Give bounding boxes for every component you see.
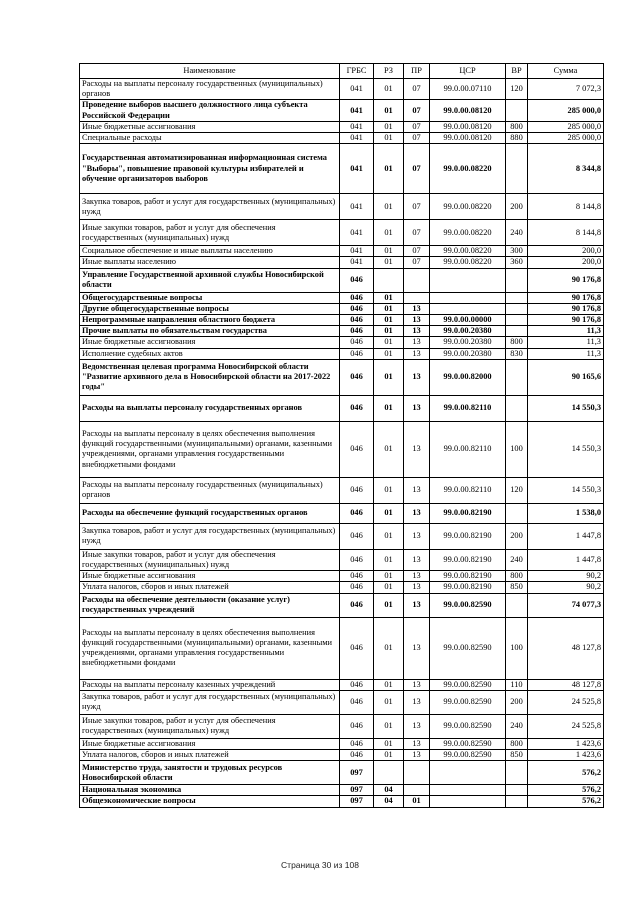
cell-vr (506, 292, 528, 303)
cell-name: Социальное обеспечение и иные выплаты населению (80, 246, 340, 257)
cell-csr: 99.0.00.08220 (430, 194, 506, 220)
table-row (80, 582, 604, 593)
cell-vr: 830 (506, 348, 528, 359)
cell-vr: 850 (506, 582, 528, 593)
cell-pr: 07 (404, 133, 430, 144)
table-row (80, 549, 604, 570)
cell-vr (506, 785, 528, 796)
cell-grbs: 041 (340, 144, 374, 194)
cell-sum: 11,3 (528, 326, 604, 337)
cell-name: Расходы на выплаты персоналу государственных (муниципальных) органов (80, 79, 340, 100)
cell-csr: 99.0.00.20380 (430, 326, 506, 337)
header-sum: Сумма (528, 64, 604, 79)
cell-grbs: 041 (340, 194, 374, 220)
cell-grbs: 046 (340, 738, 374, 749)
cell-rz: 04 (374, 785, 404, 796)
cell-sum: 24 525,8 (528, 714, 604, 738)
cell-vr: 120 (506, 79, 528, 100)
cell-rz: 01 (374, 326, 404, 337)
cell-csr (430, 303, 506, 314)
cell-vr: 200 (506, 194, 528, 220)
cell-grbs: 046 (340, 268, 374, 292)
cell-name: Расходы на выплаты персоналу в целях обеспечения выполнения функций государственными (муниципальными) органами, казенными учреждениями, органами управления государственными внебюджетными фондами (80, 421, 340, 477)
cell-sum: 90 176,8 (528, 303, 604, 314)
cell-rz: 01 (374, 690, 404, 714)
table-row (80, 359, 604, 395)
cell-rz: 01 (374, 582, 404, 593)
cell-vr: 800 (506, 121, 528, 132)
cell-vr: 200 (506, 523, 528, 549)
cell-rz: 01 (374, 315, 404, 326)
cell-sum: 285 000,0 (528, 133, 604, 144)
cell-csr (430, 761, 506, 785)
cell-name: Иные выплаты населению (80, 257, 340, 268)
cell-csr: 99.0.00.00000 (430, 315, 506, 326)
cell-vr: 110 (506, 679, 528, 690)
cell-grbs: 046 (340, 617, 374, 679)
cell-name: Общеэкономические вопросы (80, 796, 340, 807)
cell-csr (430, 292, 506, 303)
cell-name: Иные бюджетные ассигнования (80, 337, 340, 348)
cell-pr: 13 (404, 503, 430, 523)
budget-table (79, 63, 604, 808)
cell-rz: 01 (374, 133, 404, 144)
cell-grbs: 046 (340, 750, 374, 761)
cell-rz: 01 (374, 303, 404, 314)
table-row (80, 750, 604, 761)
cell-pr: 13 (404, 738, 430, 749)
cell-sum: 7 072,3 (528, 79, 604, 100)
table-row (80, 220, 604, 246)
cell-pr: 07 (404, 257, 430, 268)
cell-csr: 99.0.00.08120 (430, 121, 506, 132)
cell-pr: 07 (404, 121, 430, 132)
table-row (80, 194, 604, 220)
cell-pr: 13 (404, 477, 430, 503)
cell-vr: 100 (506, 421, 528, 477)
cell-csr: 99.0.00.82190 (430, 549, 506, 570)
cell-pr: 13 (404, 395, 430, 421)
cell-csr: 99.0.00.07110 (430, 79, 506, 100)
cell-csr: 99.0.00.82190 (430, 503, 506, 523)
cell-grbs: 046 (340, 503, 374, 523)
cell-grbs: 046 (340, 326, 374, 337)
cell-rz: 01 (374, 617, 404, 679)
cell-grbs: 046 (340, 395, 374, 421)
cell-csr: 99.0.00.82190 (430, 523, 506, 549)
cell-grbs: 097 (340, 785, 374, 796)
table-row (80, 144, 604, 194)
cell-csr: 99.0.00.08120 (430, 100, 506, 121)
cell-sum: 576,2 (528, 785, 604, 796)
cell-grbs: 046 (340, 421, 374, 477)
cell-name: Расходы на выплаты персоналу в целях обеспечения выполнения функций государственными (муниципальными) органами, казенными учреждениями, органами управления государственными внебюджетными фондами (80, 617, 340, 679)
table-row (80, 738, 604, 749)
cell-grbs: 046 (340, 303, 374, 314)
cell-sum: 90,2 (528, 571, 604, 582)
cell-csr: 99.0.00.82590 (430, 593, 506, 617)
cell-vr: 800 (506, 571, 528, 582)
table-row (80, 523, 604, 549)
table-row (80, 121, 604, 132)
cell-vr: 200 (506, 690, 528, 714)
cell-name: Расходы на выплаты персоналу казенных учреждений (80, 679, 340, 690)
cell-sum: 90,2 (528, 582, 604, 593)
cell-name: Закупка товаров, работ и услуг для государственных (муниципальных) нужд (80, 194, 340, 220)
cell-rz: 01 (374, 593, 404, 617)
cell-rz (374, 761, 404, 785)
cell-rz (374, 268, 404, 292)
cell-grbs: 046 (340, 679, 374, 690)
cell-pr: 13 (404, 714, 430, 738)
cell-pr (404, 292, 430, 303)
cell-vr: 880 (506, 133, 528, 144)
cell-name: Проведение выборов высшего должностного лица субъекта Российской Федерации (80, 100, 340, 121)
cell-sum: 576,2 (528, 796, 604, 807)
cell-grbs: 046 (340, 337, 374, 348)
cell-name: Иные бюджетные ассигнования (80, 121, 340, 132)
cell-sum: 90 176,8 (528, 292, 604, 303)
cell-vr: 360 (506, 257, 528, 268)
cell-csr: 99.0.00.08220 (430, 246, 506, 257)
table-row (80, 100, 604, 121)
cell-grbs: 046 (340, 571, 374, 582)
cell-csr: 99.0.00.82590 (430, 738, 506, 749)
cell-grbs: 046 (340, 348, 374, 359)
cell-vr: 240 (506, 220, 528, 246)
cell-pr: 07 (404, 194, 430, 220)
cell-rz: 01 (374, 523, 404, 549)
cell-pr: 13 (404, 303, 430, 314)
table-header-row (80, 64, 604, 79)
cell-grbs: 046 (340, 714, 374, 738)
cell-name: Закупка товаров, работ и услуг для государственных (муниципальных) нужд (80, 523, 340, 549)
cell-csr: 99.0.00.08120 (430, 133, 506, 144)
cell-name: Иные бюджетные ассигнования (80, 738, 340, 749)
cell-grbs: 046 (340, 359, 374, 395)
cell-sum: 1 423,6 (528, 750, 604, 761)
cell-name: Расходы на выплаты персоналу государственных органов (80, 395, 340, 421)
cell-pr: 13 (404, 421, 430, 477)
cell-sum: 8 144,8 (528, 220, 604, 246)
cell-csr: 99.0.00.82590 (430, 679, 506, 690)
cell-csr: 99.0.00.82590 (430, 690, 506, 714)
cell-name: Расходы на обеспечение функций государственных органов (80, 503, 340, 523)
cell-csr: 99.0.00.82590 (430, 750, 506, 761)
cell-sum: 48 127,8 (528, 617, 604, 679)
cell-pr: 13 (404, 679, 430, 690)
cell-name: Специальные расходы (80, 133, 340, 144)
cell-name: Иные бюджетные ассигнования (80, 571, 340, 582)
cell-grbs: 046 (340, 690, 374, 714)
cell-sum: 1 447,8 (528, 523, 604, 549)
cell-rz: 01 (374, 144, 404, 194)
cell-sum: 8 144,8 (528, 194, 604, 220)
table-row (80, 337, 604, 348)
cell-pr: 13 (404, 315, 430, 326)
header-vr: ВР (506, 64, 528, 79)
cell-csr: 99.0.00.82110 (430, 395, 506, 421)
cell-pr: 13 (404, 593, 430, 617)
cell-rz: 01 (374, 337, 404, 348)
cell-rz: 04 (374, 796, 404, 807)
cell-rz: 01 (374, 679, 404, 690)
cell-csr (430, 785, 506, 796)
cell-name: Расходы на обеспечение деятельности (оказание услуг) государственных учреждений (80, 593, 340, 617)
cell-name: Непрограммные направления областного бюджета (80, 315, 340, 326)
cell-csr: 99.0.00.82110 (430, 421, 506, 477)
cell-name: Общегосударственные вопросы (80, 292, 340, 303)
cell-vr (506, 100, 528, 121)
cell-pr: 13 (404, 337, 430, 348)
table-row (80, 79, 604, 100)
cell-pr (404, 785, 430, 796)
cell-pr: 07 (404, 220, 430, 246)
table-row (80, 785, 604, 796)
table-row (80, 503, 604, 523)
cell-sum: 90 176,8 (528, 268, 604, 292)
cell-csr: 99.0.00.82000 (430, 359, 506, 395)
cell-vr (506, 503, 528, 523)
table-row (80, 246, 604, 257)
cell-csr: 99.0.00.82590 (430, 714, 506, 738)
cell-grbs: 046 (340, 315, 374, 326)
cell-name: Другие общегосударственные вопросы (80, 303, 340, 314)
cell-rz: 01 (374, 421, 404, 477)
cell-name: Закупка товаров, работ и услуг для государственных (муниципальных) нужд (80, 690, 340, 714)
cell-vr (506, 761, 528, 785)
cell-grbs: 097 (340, 761, 374, 785)
cell-csr: 99.0.00.82110 (430, 477, 506, 503)
cell-name: Прочие выплаты по обязательствам государства (80, 326, 340, 337)
cell-rz: 01 (374, 714, 404, 738)
table-row (80, 292, 604, 303)
cell-rz: 01 (374, 348, 404, 359)
cell-grbs: 046 (340, 549, 374, 570)
cell-name: Национальная экономика (80, 785, 340, 796)
table-row (80, 303, 604, 314)
cell-rz: 01 (374, 395, 404, 421)
cell-rz: 01 (374, 121, 404, 132)
cell-sum: 11,3 (528, 348, 604, 359)
cell-grbs: 041 (340, 257, 374, 268)
cell-vr (506, 303, 528, 314)
cell-pr: 07 (404, 246, 430, 257)
cell-sum: 285 000,0 (528, 121, 604, 132)
cell-pr: 07 (404, 79, 430, 100)
cell-pr: 07 (404, 144, 430, 194)
table-row (80, 421, 604, 477)
cell-vr: 240 (506, 549, 528, 570)
table-row (80, 268, 604, 292)
cell-sum: 11,3 (528, 337, 604, 348)
cell-vr (506, 315, 528, 326)
cell-vr (506, 268, 528, 292)
cell-name: Уплата налогов, сборов и иных платежей (80, 750, 340, 761)
cell-sum: 1 423,6 (528, 738, 604, 749)
cell-vr (506, 796, 528, 807)
cell-vr (506, 144, 528, 194)
cell-name: Иные закупки товаров, работ и услуг для обеспечения государственных (муниципальных) нужд (80, 549, 340, 570)
cell-rz: 01 (374, 359, 404, 395)
cell-grbs: 046 (340, 582, 374, 593)
cell-name: Уплата налогов, сборов и иных платежей (80, 582, 340, 593)
table-row (80, 133, 604, 144)
cell-name: Министерство труда, занятости и трудовых ресурсов Новосибирской области (80, 761, 340, 785)
cell-pr: 13 (404, 326, 430, 337)
table-row (80, 679, 604, 690)
cell-vr (506, 359, 528, 395)
page-number: Страница 30 из 108 (281, 860, 359, 870)
table-body (80, 79, 604, 808)
cell-rz: 01 (374, 738, 404, 749)
header-rz: РЗ (374, 64, 404, 79)
header-name: Наименование (80, 64, 340, 79)
cell-csr: 99.0.00.82190 (430, 571, 506, 582)
table-row (80, 395, 604, 421)
cell-pr: 13 (404, 348, 430, 359)
cell-csr: 99.0.00.20380 (430, 348, 506, 359)
cell-rz: 01 (374, 571, 404, 582)
cell-sum: 74 077,3 (528, 593, 604, 617)
table-row (80, 571, 604, 582)
cell-sum: 24 525,8 (528, 690, 604, 714)
cell-vr: 850 (506, 750, 528, 761)
cell-pr: 13 (404, 571, 430, 582)
table-row (80, 348, 604, 359)
cell-rz: 01 (374, 292, 404, 303)
cell-pr: 13 (404, 359, 430, 395)
table-row (80, 690, 604, 714)
cell-name: Расходы на выплаты персоналу государственных (муниципальных) органов (80, 477, 340, 503)
cell-sum: 200,0 (528, 257, 604, 268)
cell-vr (506, 593, 528, 617)
cell-rz: 01 (374, 194, 404, 220)
cell-sum: 14 550,3 (528, 421, 604, 477)
cell-pr (404, 268, 430, 292)
cell-rz: 01 (374, 503, 404, 523)
cell-csr: 99.0.00.08220 (430, 220, 506, 246)
cell-pr: 01 (404, 796, 430, 807)
cell-name: Государственная автоматизированная информационная система "Выборы", повышение правовой культуры избирателей и обучение организаторов выборов (80, 144, 340, 194)
cell-rz: 01 (374, 549, 404, 570)
cell-name: Управление Государственной архивной службы Новосибирской области (80, 268, 340, 292)
cell-vr: 800 (506, 738, 528, 749)
cell-csr: 99.0.00.82190 (430, 582, 506, 593)
cell-pr: 13 (404, 549, 430, 570)
cell-vr (506, 326, 528, 337)
cell-pr: 13 (404, 750, 430, 761)
cell-pr: 13 (404, 690, 430, 714)
cell-rz: 01 (374, 750, 404, 761)
cell-sum: 1 447,8 (528, 549, 604, 570)
cell-grbs: 041 (340, 100, 374, 121)
table-row (80, 315, 604, 326)
cell-grbs: 041 (340, 79, 374, 100)
cell-sum: 90 176,8 (528, 315, 604, 326)
cell-vr: 120 (506, 477, 528, 503)
cell-vr: 800 (506, 337, 528, 348)
cell-name: Иные закупки товаров, работ и услуг для обеспечения государственных (муниципальных) нужд (80, 714, 340, 738)
cell-vr (506, 395, 528, 421)
cell-rz: 01 (374, 477, 404, 503)
cell-sum: 1 538,0 (528, 503, 604, 523)
cell-grbs: 046 (340, 593, 374, 617)
table-row (80, 761, 604, 785)
cell-pr: 07 (404, 100, 430, 121)
cell-grbs: 046 (340, 477, 374, 503)
cell-rz: 01 (374, 246, 404, 257)
cell-grbs: 046 (340, 292, 374, 303)
cell-sum: 8 344,8 (528, 144, 604, 194)
header-pr: ПР (404, 64, 430, 79)
table-row (80, 617, 604, 679)
cell-pr: 13 (404, 617, 430, 679)
cell-sum: 200,0 (528, 246, 604, 257)
cell-name: Исполнение судебных актов (80, 348, 340, 359)
header-grbs: ГРБС (340, 64, 374, 79)
cell-sum: 576,2 (528, 761, 604, 785)
cell-csr: 99.0.00.82590 (430, 617, 506, 679)
cell-rz: 01 (374, 100, 404, 121)
cell-csr (430, 796, 506, 807)
cell-vr: 300 (506, 246, 528, 257)
cell-pr: 13 (404, 523, 430, 549)
cell-csr: 99.0.00.20380 (430, 337, 506, 348)
cell-csr: 99.0.00.08220 (430, 144, 506, 194)
cell-grbs: 041 (340, 133, 374, 144)
cell-rz: 01 (374, 257, 404, 268)
cell-name: Ведомственная целевая программа Новосибирской области "Развитие архивного дела в Новосибирской области на 2017-2022 годы" (80, 359, 340, 395)
cell-sum: 285 000,0 (528, 100, 604, 121)
cell-pr: 13 (404, 582, 430, 593)
cell-grbs: 041 (340, 121, 374, 132)
table-row (80, 796, 604, 807)
cell-grbs: 046 (340, 523, 374, 549)
table-row (80, 714, 604, 738)
table-row (80, 257, 604, 268)
table-row (80, 477, 604, 503)
cell-pr (404, 761, 430, 785)
table-row (80, 326, 604, 337)
cell-grbs: 041 (340, 246, 374, 257)
cell-grbs: 041 (340, 220, 374, 246)
cell-rz: 01 (374, 220, 404, 246)
header-csr: ЦСР (430, 64, 506, 79)
cell-csr (430, 268, 506, 292)
cell-rz: 01 (374, 79, 404, 100)
cell-grbs: 097 (340, 796, 374, 807)
cell-csr: 99.0.00.08220 (430, 257, 506, 268)
cell-sum: 14 550,3 (528, 477, 604, 503)
cell-name: Иные закупки товаров, работ и услуг для обеспечения государственных (муниципальных) нужд (80, 220, 340, 246)
cell-sum: 90 165,6 (528, 359, 604, 395)
cell-sum: 48 127,8 (528, 679, 604, 690)
cell-vr: 240 (506, 714, 528, 738)
table-row (80, 593, 604, 617)
cell-sum: 14 550,3 (528, 395, 604, 421)
cell-vr: 100 (506, 617, 528, 679)
